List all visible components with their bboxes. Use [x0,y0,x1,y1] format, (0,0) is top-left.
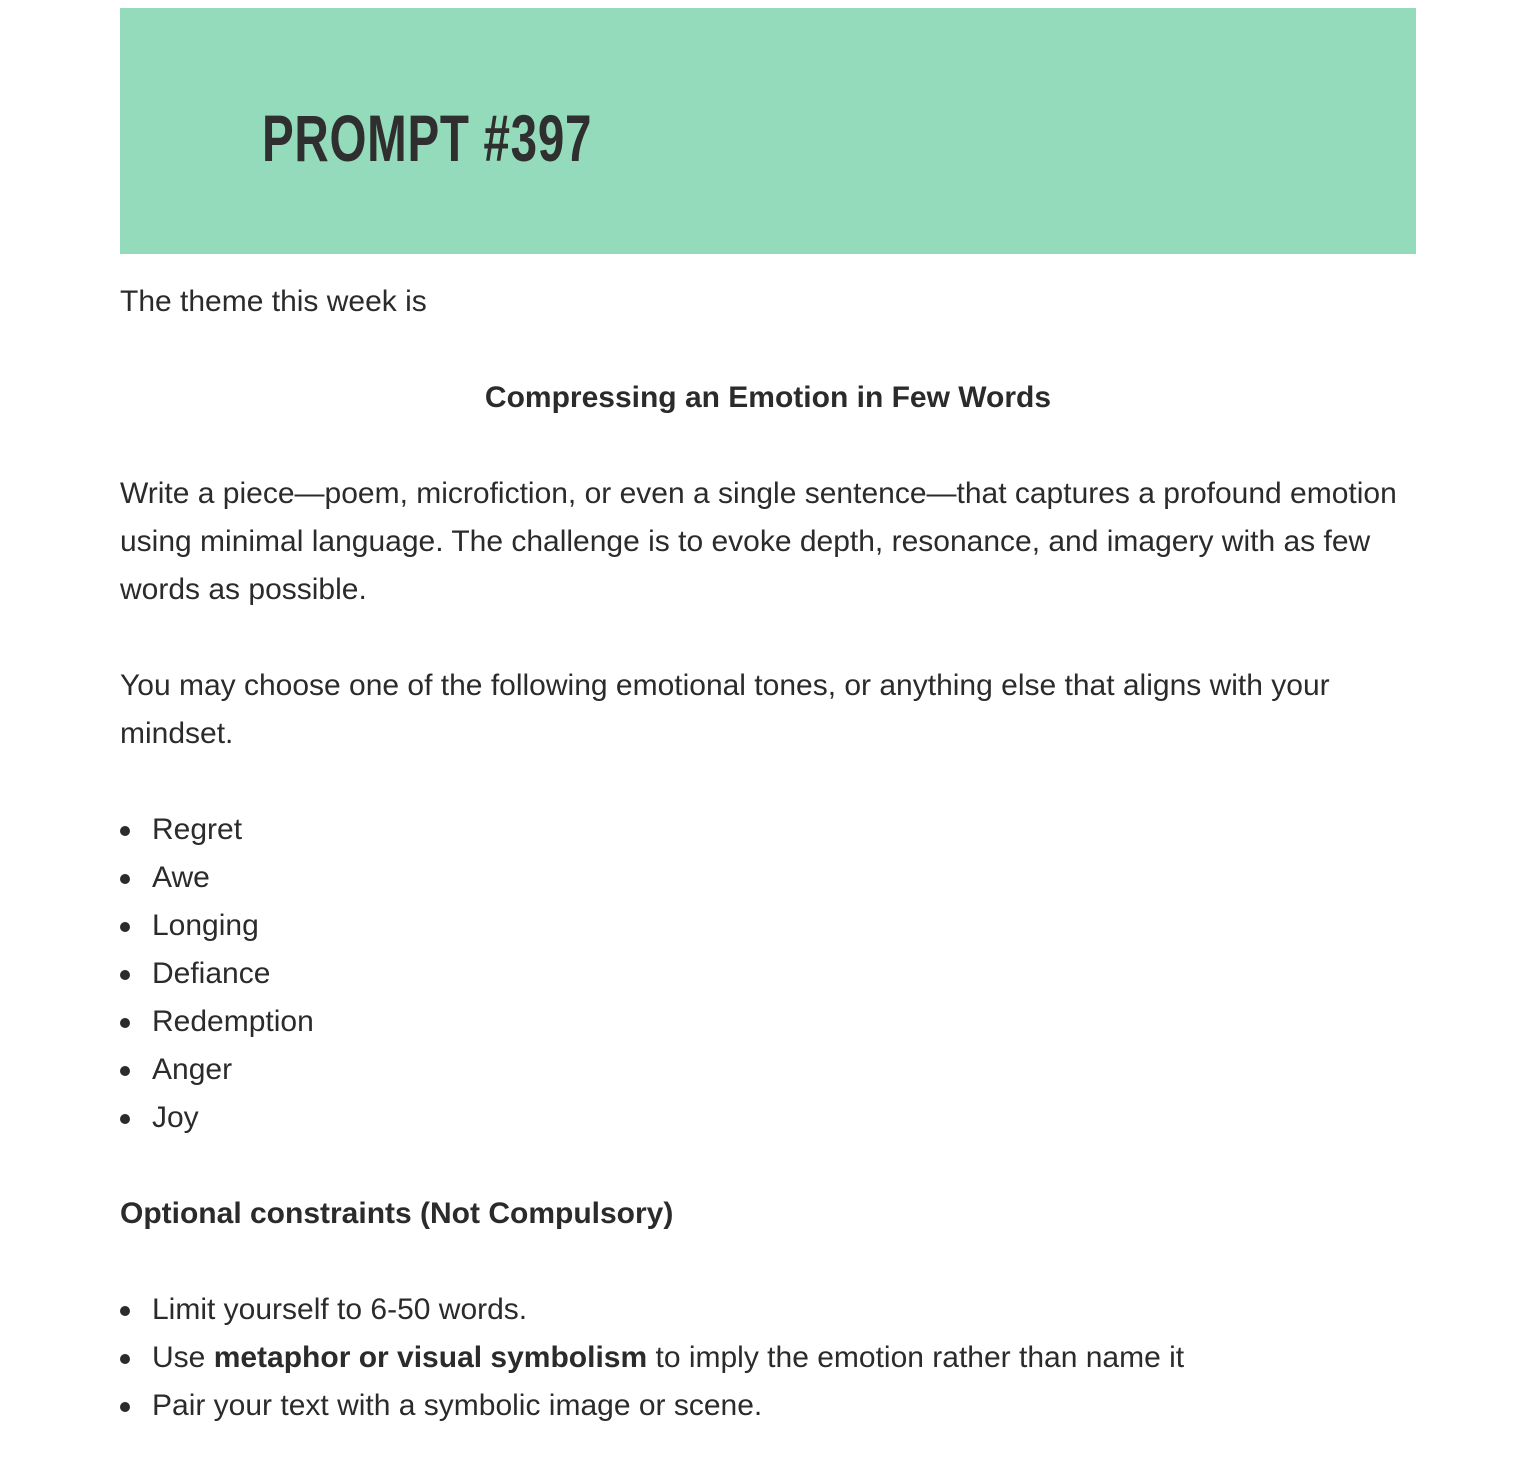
constraint-pair-image: Pair your text with a symbolic image or scene. [152,1389,763,1422]
emotion-label: Defiance [152,957,271,990]
bullet-icon [120,826,130,836]
emotion-list [120,806,1416,1142]
emotion-label: Regret [152,813,243,846]
list-item [120,1286,1416,1334]
list-item [120,806,1416,854]
constraint-word-limit: Limit yourself to 6-50 words. [152,1293,528,1326]
list-item [120,902,1416,950]
intro-text: The theme this week is [120,285,427,318]
list-item [120,998,1416,1046]
list-item [120,1382,1416,1430]
theme-title: Compressing an Emotion in Few Words [484,381,1052,414]
article-body [120,278,1416,1478]
bullet-icon [120,1402,130,1412]
bullet-icon [120,1114,130,1124]
bullet-icon [120,922,130,932]
header-banner [120,8,1416,254]
constraint-metaphor-bold: metaphor or visual symbolism [213,1341,648,1374]
constraint-metaphor-prefix: Use [152,1341,214,1374]
constraint-metaphor-suffix: to imply the emotion rather than name it [647,1341,1185,1374]
constraints-list [120,1286,1416,1430]
list-item [120,950,1416,998]
emotion-label: Anger [152,1053,233,1086]
page-title: PROMPT #397 [262,101,593,175]
list-item [120,1094,1416,1142]
bullet-icon [120,1354,130,1364]
constraints-heading: Optional constraints (Not Compulsory) [120,1197,674,1230]
bullet-icon [120,1066,130,1076]
list-item [120,854,1416,902]
bullet-icon [120,1306,130,1316]
emotion-label: Redemption [152,1005,314,1038]
bullet-icon [120,1018,130,1028]
bullet-icon [120,874,130,884]
bullet-icon [120,970,130,980]
list-item [120,1046,1416,1094]
choose-text: You may choose one of the following emotional tones, or anything else that aligns with your mindset. [120,669,1330,750]
description-text: Write a piece—poem, microfiction, or even a single sentence—that captures a profound emotion using minimal language. The challenge is to evoke depth, resonance, and imagery with as few words as possible. [120,477,1397,606]
list-item [120,1334,1416,1382]
emotion-label: Awe [152,861,210,894]
emotion-label: Longing [152,909,259,942]
emotion-label: Joy [152,1101,199,1134]
